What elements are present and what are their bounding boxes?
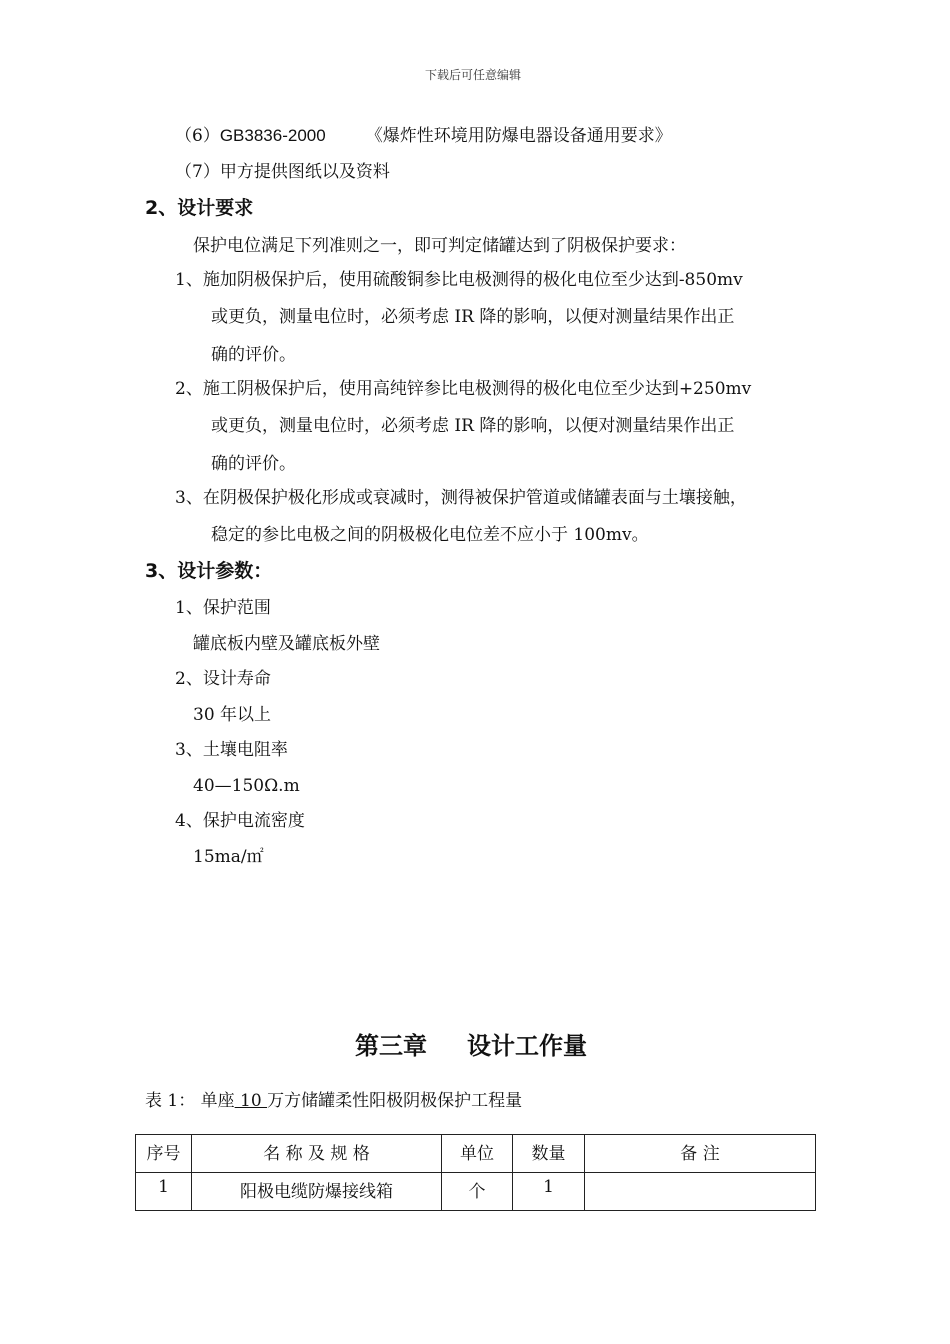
reference-num: （7） — [175, 162, 220, 182]
param-label: 4、保护电流密度 — [175, 811, 305, 831]
param-value: 15ma/㎡ — [193, 847, 264, 867]
param-value: 40—150Ω.m — [193, 776, 300, 796]
section-3-heading: 3、设计参数： — [145, 560, 273, 582]
param-label: 3、土壤电阻率 — [175, 740, 288, 760]
param-value: 30 年以上 — [193, 705, 272, 725]
section-2-heading: 2、设计要求 — [145, 197, 254, 219]
reference-title: 《爆炸性环境用防爆电器设备通用要求》 — [365, 126, 672, 146]
criterion-3-line-1: 3、在阴极保护极化形成或衰减时，测得被保护管道或储罐表面与土壤接触， — [175, 488, 747, 508]
criterion-2-line-3: 确的评价。 — [211, 454, 296, 474]
table-caption — [145, 1089, 522, 1113]
table-cell: 阳极电缆防爆接线箱 — [192, 1173, 442, 1211]
reference-num: （6） — [175, 126, 220, 146]
criterion-1-line-1: 1、施加阴极保护后，使用硫酸铜参比电极测得的极化电位至少达到-850mv — [175, 270, 743, 290]
reference-7 — [175, 160, 390, 184]
page-header: 下载后可任意编辑 — [425, 68, 522, 82]
chapter-name: 设计工作量 — [467, 1032, 587, 1060]
caption-quantity: 10 — [234, 1091, 268, 1111]
chapter-title — [355, 1026, 587, 1061]
param-label: 2、设计寿命 — [175, 669, 271, 689]
reference-6 — [175, 124, 672, 148]
header-cell: 数量 — [513, 1135, 585, 1173]
table-row — [136, 1173, 816, 1211]
table-cell: 1 — [136, 1173, 192, 1211]
header-cell: 名 称 及 规 格 — [192, 1135, 442, 1173]
param-value: 罐底板内壁及罐底板外壁 — [193, 634, 380, 654]
criterion-1-line-3: 确的评价。 — [211, 345, 296, 365]
reference-code: GB3836-2000 — [219, 126, 326, 145]
reference-title: 甲方提供图纸以及资料 — [219, 162, 390, 182]
section-2-intro: 保护电位满足下列准则之一，即可判定储罐达到了阴极保护要求： — [193, 236, 686, 256]
quantity-table — [135, 1134, 816, 1211]
header-cell: 备 注 — [585, 1135, 816, 1173]
caption-suffix: 万方储罐柔性阳极阴极保护工程量 — [267, 1091, 523, 1111]
caption-prefix: 表 1： 单座 — [145, 1091, 235, 1111]
header-cell: 单位 — [442, 1135, 513, 1173]
header-cell: 序号 — [136, 1135, 192, 1173]
chapter-number: 第三章 — [355, 1032, 427, 1060]
criterion-1-line-2: 或更负，测量电位时，必须考虑 IR 降的影响，以便对测量结果作出正 — [211, 307, 735, 327]
table-cell: 1 — [513, 1173, 585, 1211]
criterion-3-line-2: 稳定的参比电极之间的阴极极化电位差不应小于 100mv。 — [211, 525, 649, 545]
criterion-2-line-2: 或更负，测量电位时，必须考虑 IR 降的影响，以便对测量结果作出正 — [211, 416, 735, 436]
table-header-row — [136, 1135, 816, 1173]
param-label: 1、保护范围 — [175, 598, 271, 618]
table-cell: 个 — [442, 1173, 513, 1211]
criterion-2-line-1: 2、施工阴极保护后，使用高纯锌参比电极测得的极化电位至少达到+250mv — [175, 379, 752, 399]
table-cell — [585, 1173, 816, 1211]
